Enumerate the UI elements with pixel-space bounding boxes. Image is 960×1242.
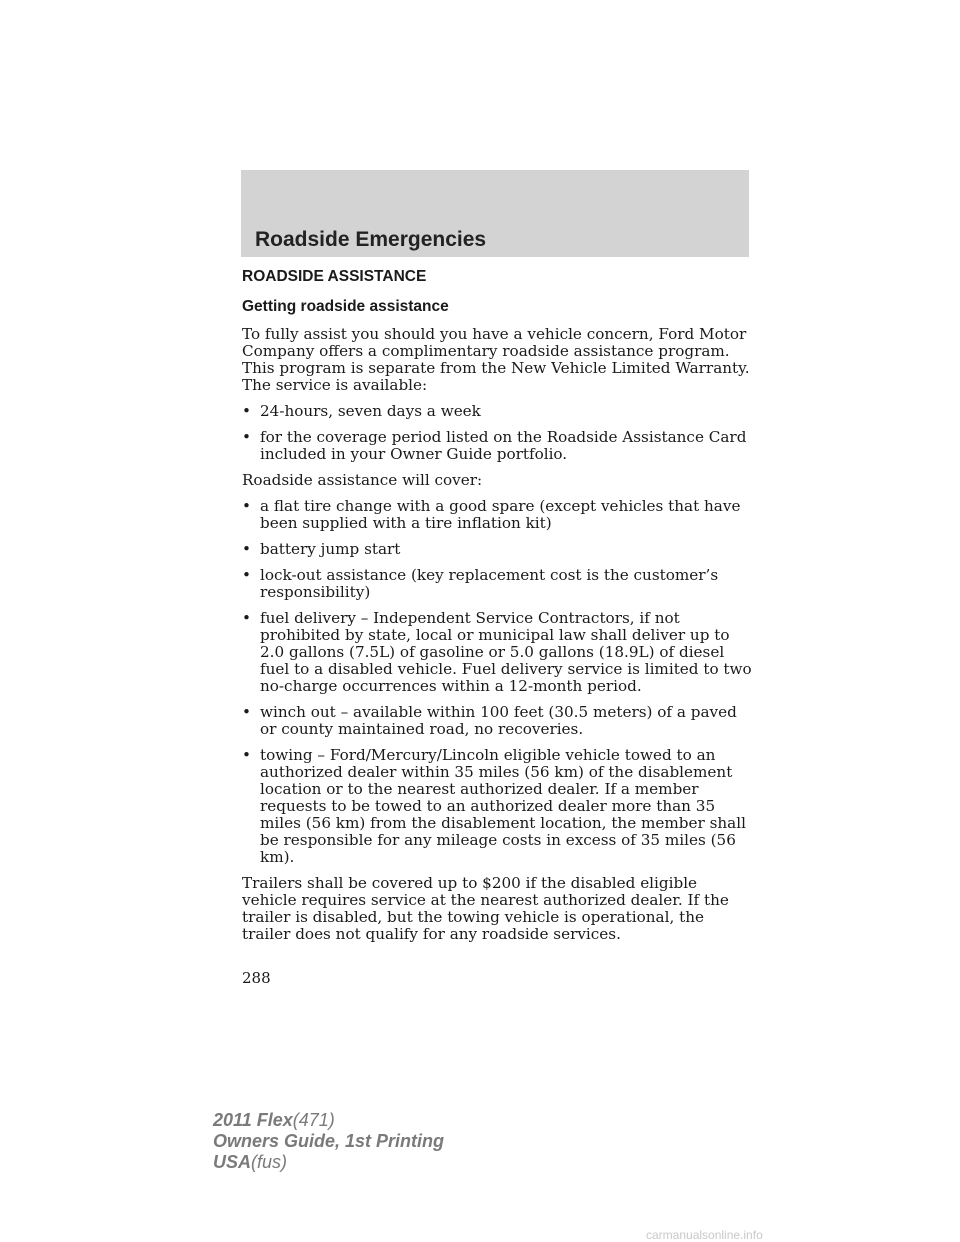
footer-line-1: 2011 Flex(471) (213, 1110, 335, 1130)
bullet-icon: • (242, 703, 251, 721)
page-number: 288 (242, 969, 271, 987)
footer-line-2: Owners Guide, 1st Printing (213, 1131, 445, 1151)
bullet-icon: • (242, 402, 251, 420)
bullet-icon: • (242, 428, 251, 446)
section-title: ROADSIDE ASSISTANCE (242, 268, 427, 285)
bullet-icon: • (242, 609, 251, 627)
bullet-icon: • (242, 566, 251, 584)
list-item: • 24-hours, seven days a week (242, 402, 481, 420)
footer-line-3: USA(fus) (213, 1152, 288, 1172)
list-item: • lock-out assistance (key replacement cost is the customer’s responsibility) (242, 566, 719, 601)
page-content (242, 268, 754, 952)
list-item: • fuel delivery – Independent Service Contractors, if not prohibited by state, local or municipal law shall deliver up to 2.0 gallons (7.5L) of gasoline or 5.0 gallons (18.9L) of diesel fuel to a disabled vehicle. Fuel delivery service is limited to two no-charge occurrences within a 12-month period. (242, 609, 752, 695)
trailers-paragraph: Trailers shall be covered up to $200 if the disabled eligible vehicle requires service at the nearest authorized dealer. If the trailer is disabled, but the towing vehicle is operational, the trailer does not qualify for any roadside services. (242, 874, 729, 943)
list-item: • battery jump start (242, 540, 401, 558)
section-header-band (241, 170, 749, 257)
coverage-intro: Roadside assistance will cover: (242, 471, 483, 489)
subsection-title: Getting roadside assistance (242, 298, 449, 315)
list-item: • towing – Ford/Mercury/Lincoln eligible vehicle towed to an authorized dealer within 35 miles (56 km) of the disablement location or to the nearest authorized dealer. If a member requests to be towed to an authorized dealer more than 35 miles (56 km) from the disablement location, the member shall be responsible for any mileage costs in excess of 35 miles (56 km). (242, 746, 746, 866)
watermark: carmanualsonline.info (646, 1228, 763, 1242)
list-item: • a flat tire change with a good spare (except vehicles that have been supplied with a tire inflation kit) (242, 497, 741, 532)
bullet-icon: • (242, 497, 251, 515)
print-footer (213, 1110, 444, 1173)
intro-paragraph: To fully assist you should you have a vehicle concern, Ford Motor Company offers a complimentary roadside assistance program. This program is separate from the New Vehicle Limited Warranty. The service is available: (242, 325, 750, 394)
list-item: • winch out – available within 100 feet (30.5 meters) of a paved or county maintained road, no recoveries. (242, 703, 737, 738)
bullet-icon: • (242, 746, 251, 764)
coverage-list (242, 498, 754, 866)
bullet-icon: • (242, 540, 251, 558)
list-item: • for the coverage period listed on the Roadside Assistance Card included in your Owner Guide portfolio. (242, 428, 747, 463)
section-header-title: Roadside Emergencies (255, 228, 487, 251)
availability-list (242, 403, 754, 463)
